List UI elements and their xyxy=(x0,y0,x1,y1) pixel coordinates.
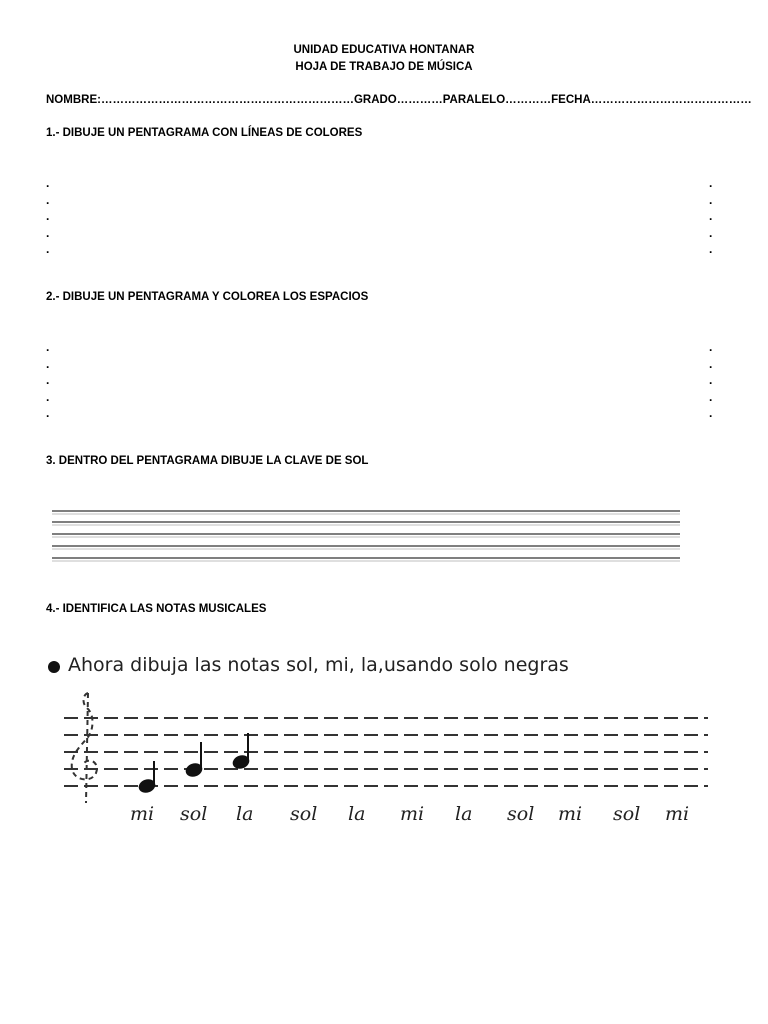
note-label-3: la xyxy=(236,803,254,825)
quarter-note-sol xyxy=(184,742,203,778)
note-label-2: sol xyxy=(180,803,208,825)
note-label-7: la xyxy=(455,803,473,825)
note-label-1: mi xyxy=(130,803,155,825)
staff-dots-left-2: . . . . . xyxy=(46,340,50,420)
school-name: UNIDAD EDUCATIVA HONTANAR xyxy=(293,44,475,56)
exercise-instruction: Ahora dibuja las notas sol, mi, la,usando solo negras xyxy=(68,654,569,676)
note-label-10: sol xyxy=(613,803,641,825)
question-4: 4.- IDENTIFICA LAS NOTAS MUSICALES xyxy=(46,603,267,615)
student-info-line[interactable]: NOMBRE:…………………………………………………………GRADO…………PARALELO…………FECHA…………………………………… xyxy=(46,94,752,106)
quarter-note-mi xyxy=(137,761,156,794)
note-label-6: mi xyxy=(400,803,425,825)
note-label-8: sol xyxy=(507,803,535,825)
note-label-5: la xyxy=(348,803,366,825)
blank-staff[interactable] xyxy=(46,505,686,565)
staff-dots-left-1: . . . . . xyxy=(46,176,50,256)
staff-dots-right-1: . . . . . xyxy=(709,176,713,256)
question-1: 1.- DIBUJE UN PENTAGRAMA CON LÍNEAS DE COLORES xyxy=(46,127,363,139)
note-label-11: mi xyxy=(665,803,690,825)
sheet-title: HOJA DE TRABAJO DE MÚSICA xyxy=(295,61,473,73)
question-3: 3. DENTRO DEL PENTAGRAMA DIBUJE LA CLAVE DE SOL xyxy=(46,455,369,467)
bullet-icon xyxy=(48,661,60,673)
note-label-4: sol xyxy=(290,803,318,825)
note-label-9: mi xyxy=(558,803,583,825)
staff-dots-right-2: . . . . . xyxy=(709,340,713,420)
question-2: 2.- DIBUJE UN PENTAGRAMA Y COLOREA LOS ESPACIOS xyxy=(46,291,369,303)
